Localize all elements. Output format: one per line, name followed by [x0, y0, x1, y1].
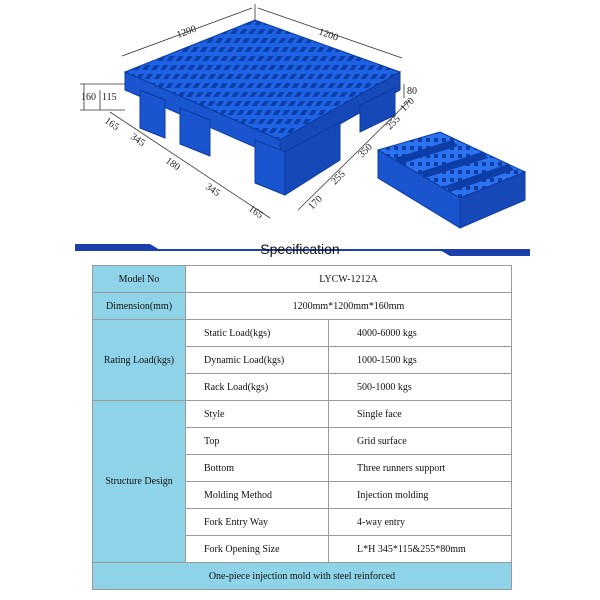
dim-length-a: 1200: [175, 23, 198, 41]
pallet-drawing: [0, 0, 600, 240]
structure-value: L*H 345*115&255*80mm: [329, 536, 512, 563]
dim-side-1: 170: [306, 193, 325, 213]
dim-side-2: 255: [329, 168, 348, 188]
structure-value: Injection molding: [329, 482, 512, 509]
dim-side-5: 170: [398, 95, 417, 115]
dim-front-1: 165: [102, 115, 121, 134]
spec-table: [92, 265, 512, 590]
dim-length-b: 1200: [316, 26, 340, 44]
structure-value: Three runners support: [329, 455, 512, 482]
dim-side-4: 255: [384, 113, 403, 133]
structure-value: Single face: [329, 401, 512, 428]
structure-label: Structure Design: [93, 401, 186, 563]
dim-front-2: 345: [128, 131, 147, 150]
dim-side-3: 350: [356, 141, 375, 161]
footer-note: One-piece injection mold with steel reinforced: [93, 563, 512, 590]
structure-value: Grid surface: [329, 428, 512, 455]
dim-front-4: 345: [203, 181, 222, 200]
dimension-label: Dimension(mm): [93, 293, 186, 320]
dim-opening-height: 80: [407, 86, 417, 97]
dim-height-inner: 115: [102, 92, 117, 103]
structure-name: Fork Opening Size: [186, 536, 329, 563]
bottom-view-pallet-image: [378, 132, 525, 228]
table-row: [93, 563, 512, 590]
rating-value: 4000-6000 kgs: [329, 320, 512, 347]
table-row: [93, 320, 512, 347]
structure-name: Molding Method: [186, 482, 329, 509]
rating-label: Rating Load(kgs): [93, 320, 186, 401]
rating-name: Static Load(kgs): [186, 320, 329, 347]
rating-value: 1000-1500 kgs: [329, 347, 512, 374]
structure-name: Fork Entry Way: [186, 509, 329, 536]
model-value: LYCW-1212A: [186, 266, 512, 293]
dim-height-total: 160: [81, 92, 96, 103]
structure-name: Bottom: [186, 455, 329, 482]
table-row: [93, 293, 512, 320]
model-label: Model No: [93, 266, 186, 293]
table-row: [93, 266, 512, 293]
dim-front-5: 165: [246, 203, 265, 222]
structure-name: Style: [186, 401, 329, 428]
spec-title: Specification: [260, 241, 340, 257]
rating-name: Rack Load(kgs): [186, 374, 329, 401]
table-row: [93, 401, 512, 428]
dimension-value: 1200mm*1200mm*160mm: [186, 293, 512, 320]
structure-name: Top: [186, 428, 329, 455]
rating-name: Dynamic Load(kgs): [186, 347, 329, 374]
main-pallet-image: [125, 20, 403, 195]
dim-front-3: 180: [163, 155, 182, 174]
structure-value: 4-way entry: [329, 509, 512, 536]
rating-value: 500-1000 kgs: [329, 374, 512, 401]
